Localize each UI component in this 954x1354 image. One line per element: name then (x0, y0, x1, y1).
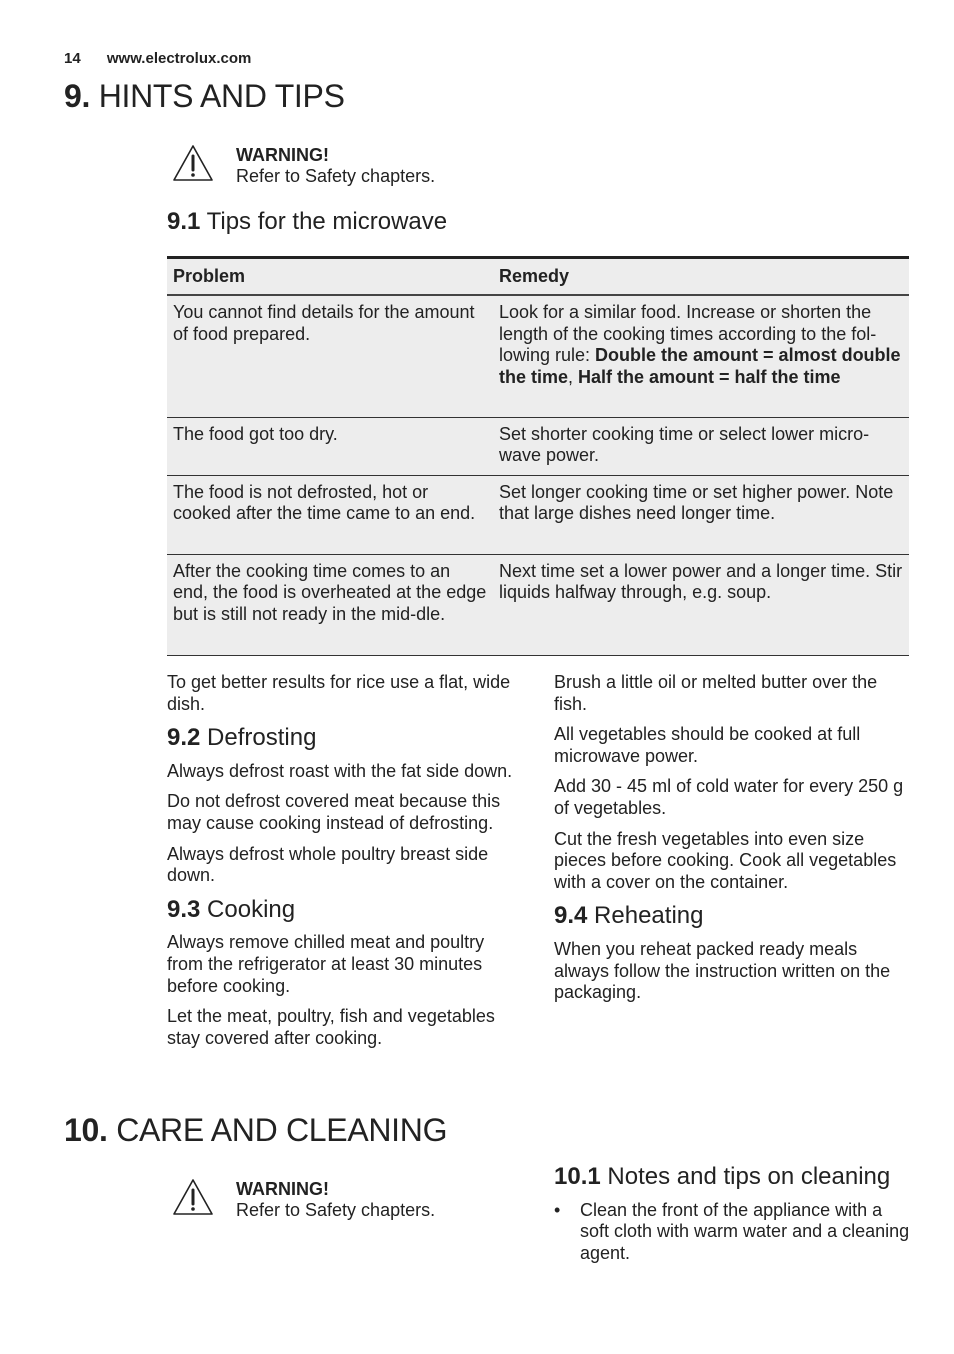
defrost-tip: Always defrost whole poultry breast side down. (167, 843, 489, 886)
warning-title: WARNING! (236, 145, 329, 165)
subsection-10-1-heading (554, 1163, 914, 1190)
subsection-10-1-number: 10.1 (554, 1163, 601, 1190)
warning-text: Refer to Safety chapters. (236, 166, 436, 186)
remedy-rule-double: Double the amount = almost double the time (499, 345, 901, 387)
cooking-tip: Cut the fresh vegetables into even size pieces before cooking. Cook all vegetables with a cover on the container. (554, 828, 897, 892)
cleaning-tips-list (554, 1200, 914, 1265)
column-header-remedy: Remedy (493, 258, 909, 296)
section-9-heading (64, 78, 345, 115)
cleaning-tip: Clean the front of the appliance with a soft cloth with warm water and a cleaning agent. (580, 1199, 910, 1263)
table-row (167, 417, 909, 475)
section-10-number: 10. (64, 1112, 108, 1148)
reheating-tip: When you reheat packed ready meals always follow the instruction written on the packaging. (554, 938, 891, 1003)
subsection-10-1-title: Notes and tips on cleaning (607, 1163, 891, 1190)
rice-tip: To get better results for rice use a flat, wide dish. (167, 672, 511, 714)
right-column (554, 672, 914, 1013)
subsection-9-1-title: Tips for the microwave (206, 208, 448, 235)
cooking-tip: Let the meat, poultry, fish and vegetables stay covered after cooking. (167, 1006, 495, 1048)
problem-cell: The food is not defrosted, hot or cooked after the time came to an end. (167, 475, 493, 554)
remedy-cell: Next time set a lower power and a longer time. Stir liquids halfway through, e.g. soup. (493, 554, 909, 655)
table-row (167, 295, 909, 417)
subsection-9-2-number: 9.2 (167, 724, 201, 752)
remedy-cell: Set shorter cooking time or select lower micro-wave power. (493, 417, 909, 475)
cleaning-column (554, 1162, 914, 1264)
cooking-tip: Brush a little oil or melted butter over the fish. (554, 672, 878, 714)
table-header-row (167, 258, 909, 296)
section-9-title: HINTS AND TIPS (98, 78, 345, 114)
subsection-9-1-heading (167, 208, 447, 236)
table-row (167, 554, 909, 655)
subsection-9-2-heading (167, 724, 525, 752)
column-header-problem: Problem (167, 258, 493, 296)
left-column (167, 672, 525, 1058)
defrost-tip: Do not defrost covered meat because this may cause cooking instead of defrosting. (167, 791, 501, 833)
defrost-tip: Always defrost roast with the fat side down. (167, 760, 513, 781)
subsection-9-1-number: 9.1 (167, 208, 201, 235)
cooking-tip: All vegetables should be cooked at full microwave power. (554, 724, 861, 766)
subsection-9-3-heading (167, 895, 525, 923)
remedy-separator: , (568, 366, 579, 387)
remedy-cell: Set longer cooking time or set higher power. Note that large dishes need longer time. (493, 475, 909, 554)
subsection-9-2-title: Defrosting (207, 724, 317, 752)
section-9-number: 9. (64, 78, 91, 114)
problem-cell: After the cooking time comes to an end, the food is overheated at the edge but is still not ready in the mid-dle. (167, 554, 493, 655)
subsection-9-4-number: 9.4 (554, 902, 588, 930)
subsection-9-3-title: Cooking (207, 895, 296, 923)
remedy-rule-half: Half the amount = half the time (578, 366, 841, 387)
table-row (167, 475, 909, 554)
website-url[interactable]: www.electrolux.com (106, 50, 252, 67)
warning-triangle-icon (172, 144, 214, 182)
cooking-tip: Always remove chilled meat and poultry from the refrigerator at least 30 minutes before cooking. (167, 932, 485, 996)
remedy-text: Look for a similar food. Increase or shorten the length of the cooking times according to the fol-lowing rule: (499, 302, 877, 366)
remedy-cell (493, 295, 909, 417)
subsection-9-4-heading (554, 902, 914, 930)
warning-title: WARNING! (236, 1179, 329, 1199)
running-header (64, 50, 251, 67)
list-item (554, 1200, 914, 1265)
cooking-tip: Add 30 - 45 ml of cold water for every 250 g of vegetables. (554, 776, 904, 818)
bullet-icon: • (554, 1199, 561, 1220)
subsection-9-4-title: Reheating (594, 902, 704, 930)
page-number: 14 (64, 50, 81, 67)
warning-triangle-icon (172, 1178, 214, 1216)
problem-cell: The food got too dry. (167, 417, 493, 475)
warning-text: Refer to Safety chapters. (236, 1200, 436, 1220)
section-10-heading (64, 1112, 447, 1149)
problem-cell: You cannot find details for the amount of food prepared. (167, 295, 493, 417)
microwave-tips-table (167, 256, 909, 656)
section-10-title: CARE AND CLEANING (116, 1112, 448, 1148)
subsection-9-3-number: 9.3 (167, 895, 201, 923)
